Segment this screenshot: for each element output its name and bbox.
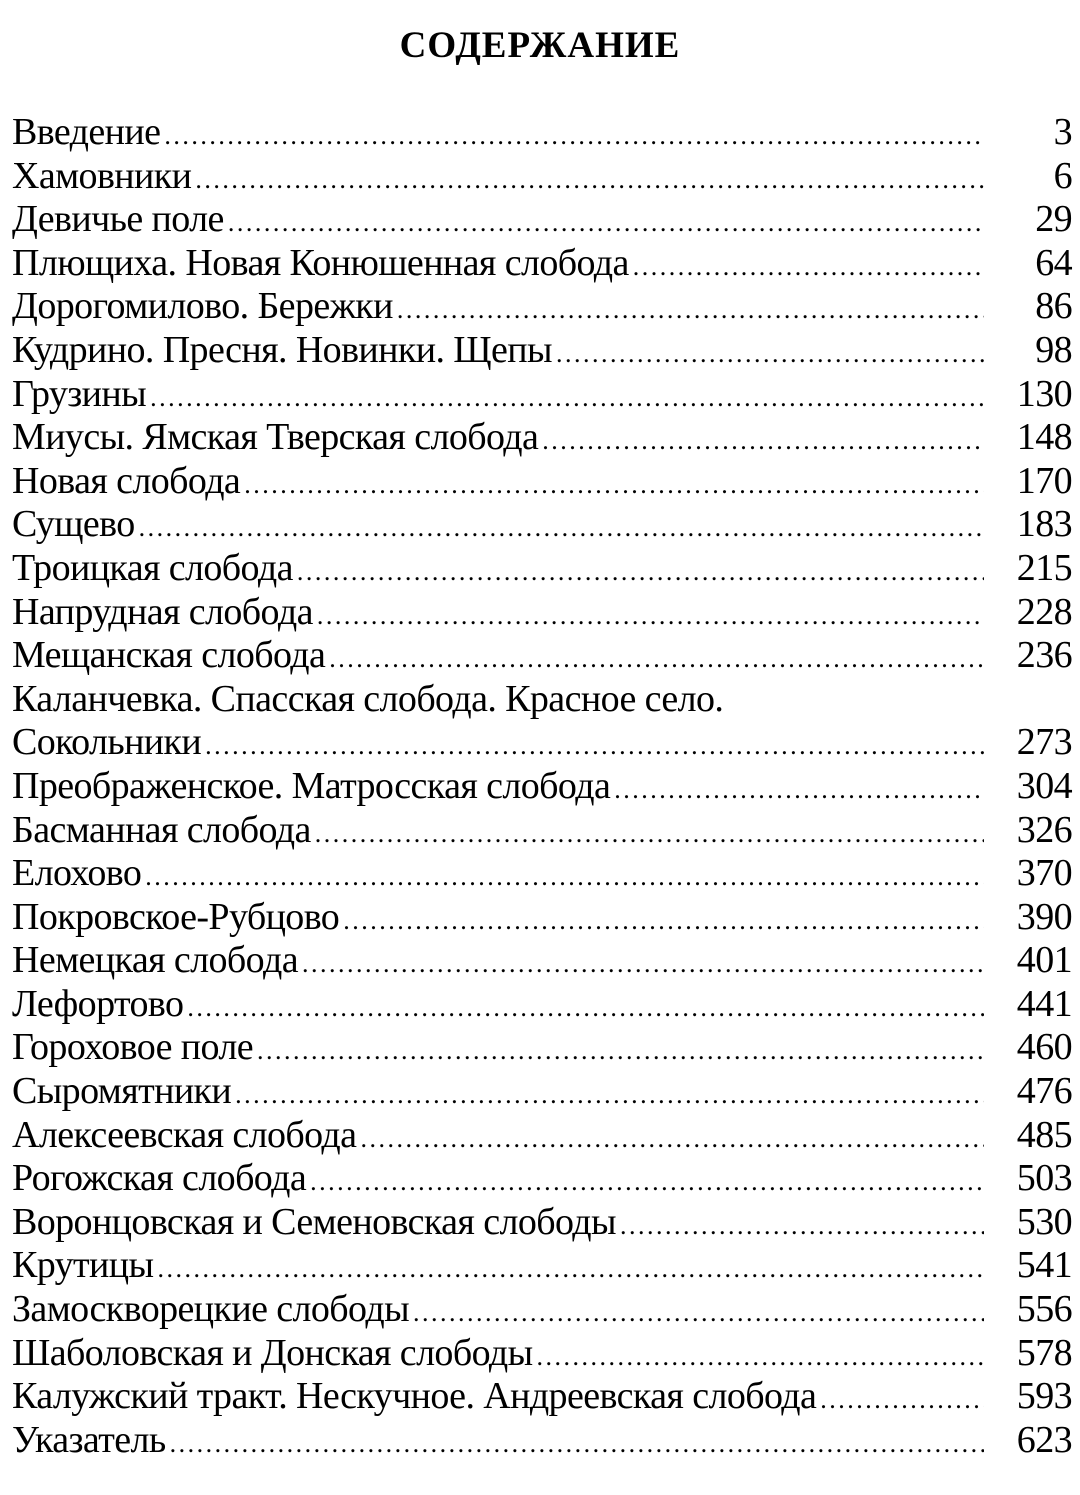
toc-entry	[12, 1026, 1072, 1070]
dot-leader	[397, 288, 984, 332]
toc-entry-title: Воронцовская и Семеновская слободы	[12, 1200, 616, 1243]
toc-entry-page: 86	[1035, 285, 1072, 328]
toc-entry	[12, 1201, 1072, 1245]
toc-entry-title: Немецкая слобода	[12, 939, 298, 982]
dot-leader	[164, 114, 984, 158]
toc-entry-page: 6	[1053, 154, 1072, 197]
dot-leader	[343, 899, 984, 943]
toc-entry-page: 460	[1016, 1026, 1072, 1069]
toc-entry-page: 441	[1016, 982, 1072, 1025]
toc-entry-page: 370	[1016, 852, 1072, 895]
toc-entry-title: Новая слобода	[12, 459, 241, 502]
toc-entry	[12, 1419, 1072, 1463]
toc-entry-title: Покровское-Рубцово	[12, 895, 340, 938]
toc-entry	[12, 416, 1072, 460]
dot-leader	[614, 768, 984, 812]
toc-entry-title: Алексеевская слобода	[12, 1113, 357, 1156]
dot-leader	[187, 986, 984, 1030]
toc-entry-title: Напрудная слобода	[12, 590, 313, 633]
toc-entry	[12, 198, 1072, 242]
toc-entry-title: Мещанская слобода	[12, 634, 326, 677]
toc-entry-title: Преображенское. Матросская слобода	[12, 764, 611, 807]
toc-entry-page: 623	[1016, 1418, 1072, 1461]
toc-entry-page: 541	[1016, 1244, 1072, 1287]
toc-entry	[12, 1332, 1072, 1376]
toc-entry-page: 273	[1016, 721, 1072, 764]
toc-entry-page: 98	[1035, 328, 1072, 371]
toc-entry	[12, 285, 1072, 329]
dot-leader	[315, 812, 984, 856]
toc-entry-title: Девичье поле	[12, 198, 224, 241]
toc-entry-title: Хамовники	[12, 154, 192, 197]
dot-leader	[360, 1117, 984, 1161]
toc-entry	[12, 1375, 1072, 1419]
dot-leader	[329, 637, 984, 681]
dot-leader	[633, 245, 984, 289]
toc-entry-title: Сокольники	[12, 721, 202, 764]
toc-entry	[12, 939, 1072, 983]
toc-entry-title: Шаболовская и Донская слободы	[12, 1331, 533, 1374]
dot-leader	[205, 724, 984, 768]
toc-entry-title: Сущево	[12, 503, 135, 546]
dot-leader	[310, 1160, 984, 1204]
toc-entry-title: Каланчевка. Спасская слобода. Красное село.	[12, 677, 724, 720]
toc-entry-page: 556	[1016, 1288, 1072, 1331]
dot-leader	[145, 855, 984, 899]
toc-entry-page: 228	[1016, 590, 1072, 633]
dot-leader	[170, 1422, 984, 1466]
dot-leader	[413, 1291, 984, 1335]
toc-entry-title: Грузины	[12, 372, 147, 415]
dot-leader	[620, 1204, 984, 1248]
dot-leader	[257, 1029, 984, 1073]
toc-entry-page: 170	[1016, 459, 1072, 502]
toc-entry	[12, 852, 1072, 896]
dot-leader	[302, 942, 984, 986]
toc-entry	[12, 460, 1072, 504]
toc-entry-page: 503	[1016, 1157, 1072, 1200]
dot-leader	[537, 1335, 984, 1379]
toc-entry-page: 148	[1016, 416, 1072, 459]
toc-entry-page: 183	[1016, 503, 1072, 546]
toc-entry-page: 390	[1016, 895, 1072, 938]
toc-entry-page: 236	[1016, 634, 1072, 677]
toc-entry-title: Кудрино. Пресня. Новинки. Щепы	[12, 328, 552, 371]
toc-entry-title: Рогожская слобода	[12, 1157, 307, 1200]
dot-leader	[820, 1378, 984, 1422]
dot-leader	[542, 419, 984, 463]
dot-leader	[139, 506, 984, 550]
toc-entry	[12, 1070, 1072, 1114]
toc-entry-page: 29	[1035, 198, 1072, 241]
toc-entry	[12, 329, 1072, 373]
toc-entry	[12, 503, 1072, 547]
toc-entry	[12, 721, 1072, 765]
toc-entry-title: Дорогомилово. Бережки	[12, 285, 393, 328]
dot-leader	[235, 1073, 984, 1117]
toc-entry	[12, 896, 1072, 940]
toc-entry-page: 476	[1016, 1070, 1072, 1113]
dot-leader	[228, 201, 984, 245]
toc-entry-title: Миусы. Ямская Тверская слобода	[12, 416, 539, 459]
page-title: СОДЕРЖАНИЕ	[399, 25, 681, 66]
toc-entry-title: Плющиха. Новая Конюшенная слобода	[12, 241, 629, 284]
toc-entry-page: 215	[1016, 546, 1072, 589]
toc-entry	[12, 1244, 1072, 1288]
toc-entry	[12, 765, 1072, 809]
table-of-contents	[12, 111, 1072, 1462]
toc-entry-title: Калужский тракт. Нескучное. Андреевская слобода	[12, 1375, 817, 1418]
toc-entry-page: 578	[1016, 1331, 1072, 1374]
toc-entry-page: 530	[1016, 1200, 1072, 1243]
toc-entry-title: Введение	[12, 111, 161, 153]
toc-entry-title: Крутицы	[12, 1244, 154, 1287]
toc-entry	[12, 983, 1072, 1027]
dot-leader	[195, 158, 984, 202]
toc-entry	[12, 678, 1072, 722]
toc-entry-page: 485	[1016, 1113, 1072, 1156]
toc-entry	[12, 155, 1072, 199]
toc-entry	[12, 1157, 1072, 1201]
toc-entry-page: 3	[1053, 111, 1072, 153]
toc-entry-page: 130	[1016, 372, 1072, 415]
toc-entry	[12, 242, 1072, 286]
toc-entry	[12, 1114, 1072, 1158]
toc-entry-page: 304	[1016, 764, 1072, 807]
toc-entry	[12, 809, 1072, 853]
dot-leader	[157, 1247, 984, 1291]
toc-entry-page: 64	[1035, 241, 1072, 284]
toc-entry-title: Гороховое поле	[12, 1026, 254, 1069]
toc-entry-title: Басманная слобода	[12, 808, 311, 851]
dot-leader	[150, 376, 984, 420]
dot-leader	[244, 463, 984, 507]
toc-entry-title: Елохово	[12, 852, 142, 895]
toc-entry-title: Лефортово	[12, 982, 184, 1025]
toc-entry-page: 401	[1016, 939, 1072, 982]
dot-leader	[556, 332, 984, 376]
toc-entry-title: Троицкая слобода	[12, 546, 293, 589]
dot-leader	[297, 550, 984, 594]
toc-entry	[12, 373, 1072, 417]
toc-entry	[12, 1288, 1072, 1332]
toc-entry	[12, 591, 1072, 635]
toc-entry-page: 326	[1016, 808, 1072, 851]
toc-entry	[12, 547, 1072, 591]
toc-entry-title: Замоскворецкие слободы	[12, 1288, 410, 1331]
toc-entry	[12, 634, 1072, 678]
toc-entry-page: 593	[1016, 1375, 1072, 1418]
toc-entry-title: Сыромятники	[12, 1070, 232, 1113]
dot-leader	[317, 594, 984, 638]
toc-entry-title: Указатель	[12, 1418, 166, 1461]
toc-entry	[12, 111, 1072, 155]
